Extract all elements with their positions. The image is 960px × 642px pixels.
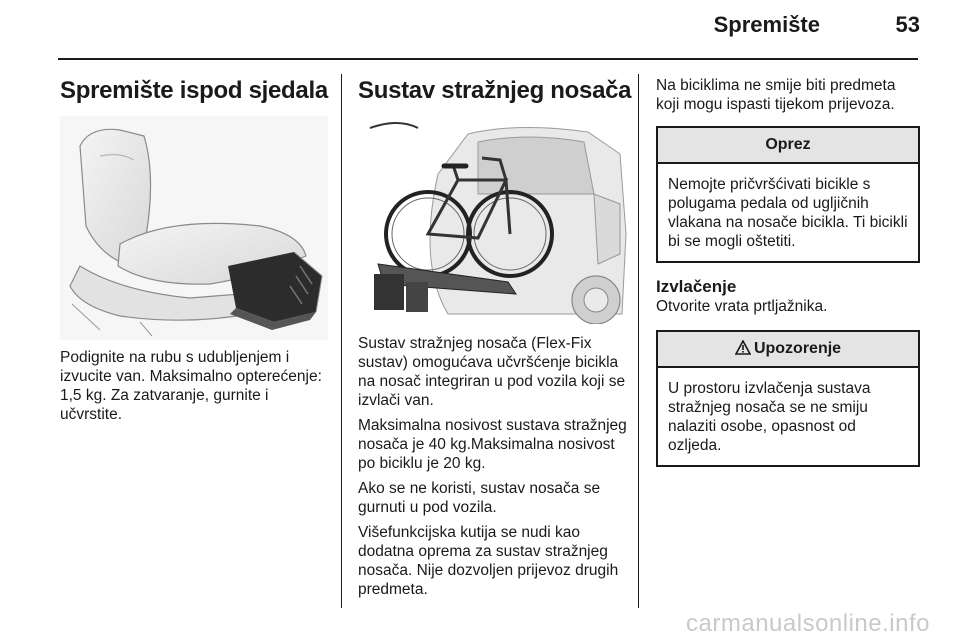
- column-rear-carrier: [358, 76, 632, 605]
- column-seat-storage: [60, 76, 328, 430]
- rear-carrier-text-4: Višefunkcijska kutija se nudi kao dodatna oprema za sustav stražnjeg nosača. Nije dozvoljen prijevoz drugih predmeta.: [358, 524, 619, 598]
- caution-text: Nemojte pričvršćivati bicikle s polugama pedala od ugljičnih vlakana na nosače bicikla. Ti bicikli bi se mogli oštetiti.: [668, 176, 908, 250]
- rear-carrier-text-1: Sustav stražnjeg nosača (Flex-Fix sustav) omogućava učvršćenje bicikla na nosač integriran u pod vozila koji se izvlači van.: [358, 335, 626, 409]
- warning-header: [658, 332, 918, 368]
- rear-bicycle-carrier-illustration: [358, 114, 628, 324]
- rear-carrier-text-3: Ako se ne koristi, sustav nosača se gurnuti u pod vozila.: [358, 480, 601, 516]
- extension-subheading: Izvlačenje: [656, 277, 737, 296]
- warning-title: Upozorenje: [753, 340, 842, 357]
- extension-text: Otvorite vrata prtljažnika.: [656, 298, 828, 315]
- warning-text: U prostoru izvlačenja sustava stražnjeg nosača se ne smiju nalaziti osobe, opasnost od ozljeda.: [668, 380, 871, 454]
- seat-storage-text: Podignite na rubu s udubljenjem i izvucite van. Maksimalno opterećenje: 1,5 kg. Za zatvaranje, gurnite i učvrstite.: [60, 349, 322, 423]
- seat-storage-drawer-illustration: [60, 116, 328, 340]
- header-divider: [58, 58, 918, 60]
- warning-triangle-icon: [735, 340, 751, 355]
- caution-box: [656, 126, 920, 263]
- caution-title: Oprez: [658, 128, 918, 164]
- column-carrier-notes: [656, 76, 920, 467]
- column-divider-1: [341, 74, 342, 608]
- column-divider-2: [638, 74, 639, 608]
- page-header-title: Spremište: [713, 12, 820, 37]
- page-number: 53: [895, 12, 920, 37]
- section-title-rear-carrier: Sustav stražnjeg nosača: [358, 77, 632, 104]
- warning-box: [656, 330, 920, 467]
- bicycle-note: Na biciklima ne smije biti predmeta koji mogu ispasti tijekom prijevoza.: [656, 77, 896, 113]
- watermark: carmanualsonline.info: [686, 610, 930, 637]
- section-title-seat-storage: Spremište ispod sjedala: [60, 77, 328, 104]
- rear-carrier-text-2: Maksimalna nosivost sustava stražnjeg nosača je 40 kg.Maksimalna nosivost po biciklu je 20 kg.: [358, 417, 627, 472]
